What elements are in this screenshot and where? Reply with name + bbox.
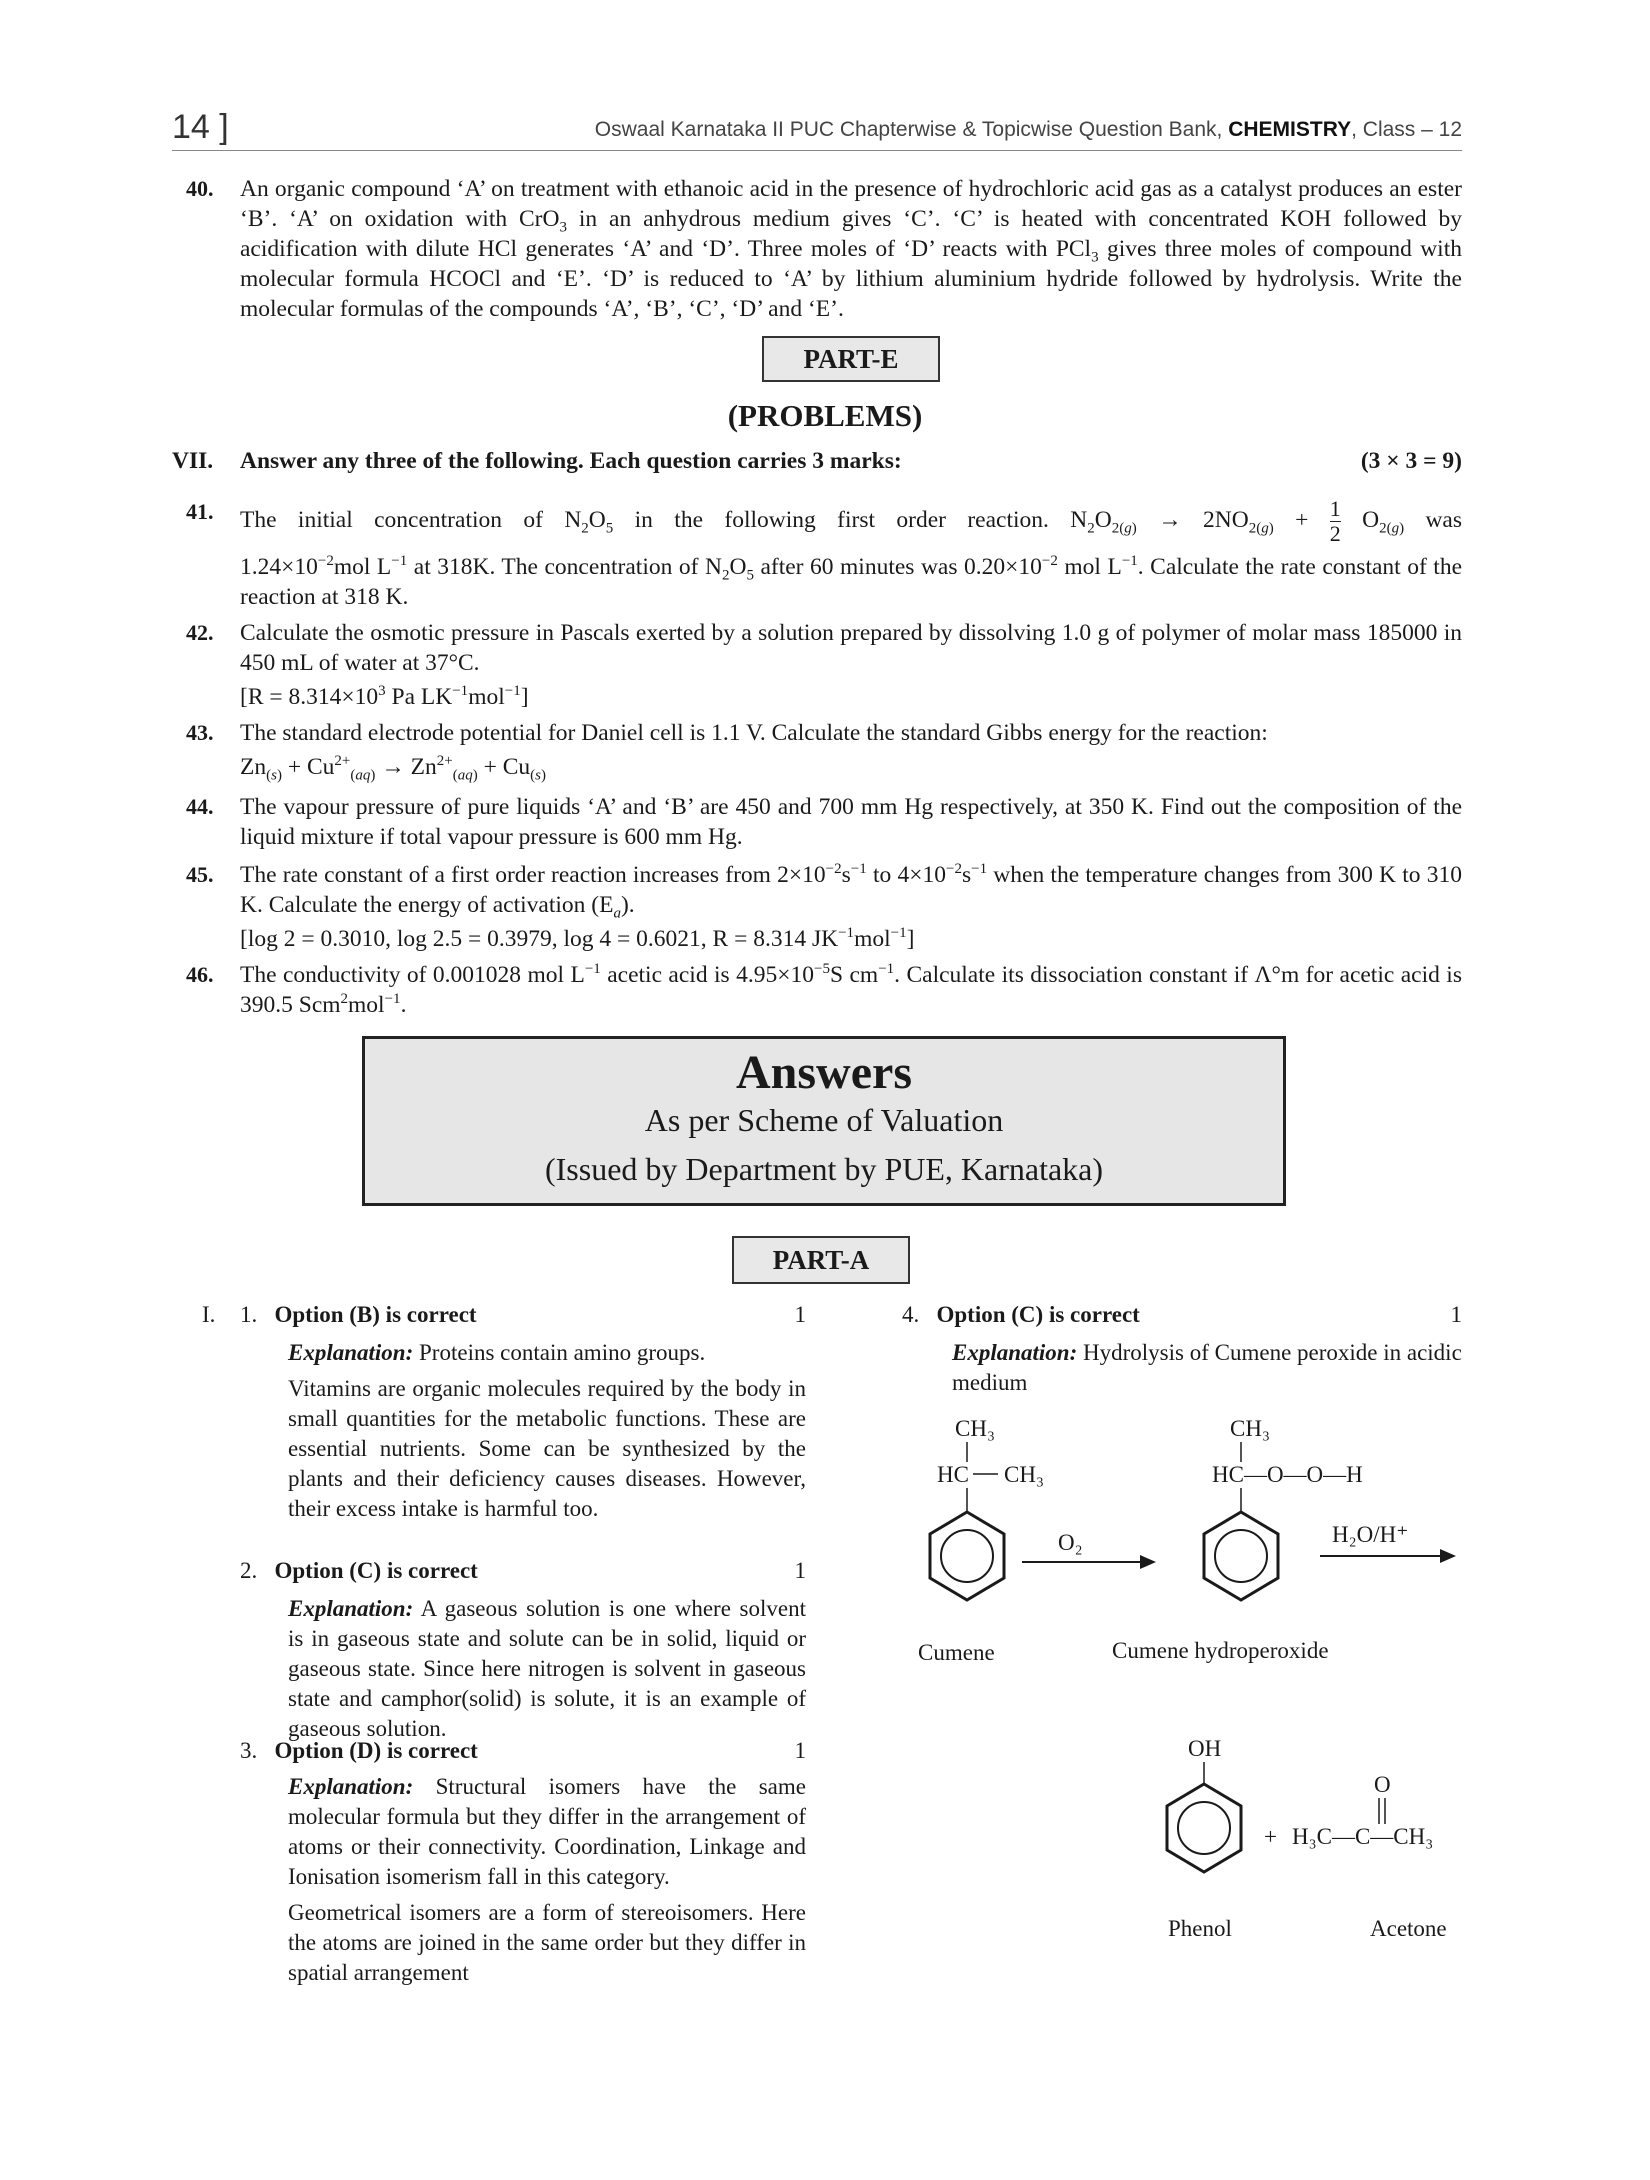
answers-issued: (Issued by Department by PUE, Karnataka) — [544, 1151, 1104, 1187]
answer-mark: 1 — [794, 1738, 806, 1763]
answer-mark: 1 — [794, 1302, 806, 1327]
question-41-line2: $1.24\times 10^{-2}mol$ $L^{-1}$ at 318K. The concentration of $N_2O_5$ after 60 minutes was $0.20\times 10^{-2}$ mol $L^{-1}$. Calculate the rate constant of the reaction at 318 K. — [240, 553, 1462, 610]
reagent-o2: O₂ — [1058, 1530, 1083, 1555]
header-subject: CHEMISTRY — [1228, 118, 1352, 141]
cumene-benzene-ring — [930, 1512, 1004, 1600]
answer-number: 3. — [240, 1738, 258, 1763]
question-43-text: The standard electrode potential for Daniel cell is 1.1 V. Calculate the standard Gibbs energy for the reaction: — [240, 720, 1268, 746]
answer-option: Option (C) is correct — [274, 1558, 478, 1583]
question-number: 41. — [186, 499, 214, 524]
answer-2 — [240, 1556, 806, 1744]
explanation-label: Explanation: — [288, 1340, 414, 1365]
answer-number: 2. — [240, 1558, 258, 1583]
arrow-head — [1440, 1549, 1456, 1563]
running-header — [595, 118, 1462, 142]
answers-title: Answers — [736, 1046, 912, 1099]
explanation-text: Proteins contain amino groups. — [413, 1340, 706, 1365]
reagent-h2o-h: H₂O/H⁺ — [1332, 1522, 1409, 1547]
question-number: 43. — [186, 720, 214, 745]
question-number: 44. — [186, 794, 214, 819]
question-46-text: The conductivity of 0.001028 mol $L^{-1}$ acetic acid is $4.95\times 10^{-5}S$ $cm^{-1}$. Calculate its dissociation constant if Λ°m for acetic acid is 390.5 Scm$^2$mol$^{-1}$. — [240, 961, 1462, 1018]
question-42-text: Calculate the osmotic pressure in Pascals exerted by a solution prepared by dissolving 1.0 g of polymer of molar mass 185000 in 450 mL of water at 37°C. — [240, 620, 1462, 676]
cumene-reaction-diagram — [900, 1400, 1460, 2000]
answer-4 — [902, 1300, 1462, 1398]
explanation-label: Explanation: — [288, 1774, 414, 1799]
question-number: 46. — [186, 962, 214, 987]
part-a-heading: PART-A — [732, 1236, 910, 1284]
explanation-text: Hydrolysis of Cumene peroxide in acidic medium — [952, 1340, 1462, 1395]
plus-sign: + — [1264, 1824, 1277, 1849]
hp-ch3-top: CH₃ — [1230, 1416, 1270, 1441]
answer-option: Option (B) is correct — [274, 1302, 477, 1327]
page-number: 14 ] — [172, 108, 229, 146]
answer-3 — [240, 1736, 806, 1988]
label-acetone: Acetone — [1370, 1916, 1447, 1941]
question-45-data: [log 2 = 0.3010, log 2.5 = 0.3979, log 4 = 0.6021, R = 8.314 $JK^{-1}mol^{-1}$] — [240, 925, 915, 952]
section-instruction: Answer any three of the following. Each question carries 3 marks: — [240, 448, 902, 474]
question-number: 42. — [186, 620, 214, 645]
question-45-text: The rate constant of a first order reaction increases from $2\times 10^{-2}s^{-1}$ to $4\times 10^{-2}s^{-1}$ when the temperature changes from 300 K to 310 K. Calculate the energy of activation $(E_a)$. — [240, 861, 1462, 922]
section-number: I. — [202, 1302, 216, 1327]
label-cumene-hydroperoxide: Cumene hydroperoxide — [1112, 1638, 1329, 1663]
explanation-text: A gaseous solution is one where solvent is in gaseous state and solute can be in solid, liquid or gaseous state. Since here nitrogen is solvent in gaseous state and camphor(solid) is solute, it is an example of gaseous solution. — [288, 1596, 806, 1741]
question-44-text: The vapour pressure of pure liquids ‘A’ and ‘B’ are 450 and 700 mm Hg respectively, at 350 K. Find out the composition of the liquid mixture if total vapour pressure is 600 mm Hg. — [240, 794, 1462, 850]
acetone-oxygen: O — [1374, 1772, 1391, 1797]
answers-box — [362, 1036, 1286, 1206]
answer-1 — [240, 1300, 806, 1524]
header-title-prefix: Oswaal Karnataka II PUC Chapterwise & Topicwise Question Bank, — [594, 118, 1229, 141]
phenol-benzene-ring — [1167, 1784, 1241, 1872]
question-number: 45. — [186, 862, 214, 887]
section-number: VII. — [172, 448, 214, 474]
answer-option: Option (C) is correct — [936, 1302, 1140, 1327]
phenol-oh: OH — [1188, 1736, 1222, 1761]
explanation-label: Explanation: — [288, 1596, 414, 1621]
arrow-head — [1140, 1555, 1156, 1569]
answer-number: 4. — [902, 1302, 920, 1327]
question-42-constant: [$R = 8.314\times 10^3$ Pa $LK^{-1}mol^{-1}$] — [240, 683, 529, 710]
answers-subtitle: As per Scheme of Valuation — [644, 1102, 1004, 1138]
acetone-formula: H₃C—C—CH₃ — [1292, 1824, 1434, 1849]
label-cumene: Cumene — [918, 1640, 995, 1665]
question-41-line1: The initial concentration of $N_2O_5$ in the following first order reaction. $N_2O_{2(g)} \to 2NO_{2(g)}$ + $\frac{1}{2}$ $O_{2(g)}$ was — [240, 496, 1462, 546]
header-rule — [172, 150, 1462, 151]
problems-subtitle: (PROBLEMS) — [727, 398, 923, 433]
answer-mark: 1 — [1450, 1302, 1462, 1327]
part-e-heading: PART-E — [762, 336, 940, 382]
explanation-extra: Geometrical isomers are a form of stereoisomers. Here the atoms are joined in the same order but they differ in spatial arrangement — [288, 1900, 806, 1985]
answer-option: Option (D) is correct — [274, 1738, 478, 1763]
answer-number: 1. — [240, 1302, 258, 1327]
hp-chain: HC—O—O—H — [1212, 1462, 1363, 1487]
question-43-reaction: $Zn_{(s)} + Cu^{2+}_{(aq)} \to Zn^{2+}_{(aq)} + Cu_{(s)}$ — [240, 753, 546, 784]
explanation-label: Explanation: — [952, 1340, 1078, 1365]
answer-mark: 1 — [794, 1558, 806, 1583]
question-number: 40. — [186, 176, 214, 201]
cumene-ch3-top: CH₃ — [955, 1416, 995, 1441]
label-phenol: Phenol — [1168, 1916, 1232, 1941]
explanation-text: Structural isomers have the same molecular formula but they differ in the arrangement of atoms or their connectivity. Coordination, Linkage and Ionisation isomerism fall in this category. — [288, 1774, 806, 1889]
hp-benzene-ring — [1204, 1512, 1278, 1600]
cumene-ch3-right: CH₃ — [1004, 1462, 1044, 1487]
header-title-suffix: , Class – 12 — [1351, 118, 1462, 141]
cumene-hc: HC — [937, 1462, 969, 1487]
question-40-text: An organic compound ‘A’ on treatment with ethanoic acid in the presence of hydrochloric acid gas as a catalyst produces an ester ‘B’. ‘A’ on oxidation with CrO$_3$ in an anhydrous medium gives ‘C’. ‘C’ is heated with concentrated KOH followed by acidification with dilute HCl generates ‘A’ and ‘D’. Three moles of ‘D’ reacts with PCl$_3$ gives three moles of compound with molecular formula HCOCl and ‘E’. ‘D’ is reduced to ‘A’ by lithium aluminium hydride followed by hydrolysis. Write the molecular formulas of the compounds ‘A’, ‘B’, ‘C’, ‘D’ and ‘E’. — [240, 176, 1462, 322]
explanation-extra: Vitamins are organic molecules required by the body in small quantities for the metabolic functions. These are essential nutrients. Some can be synthesized by the plants and their deficiency causes diseases. However, their excess intake is harmful too. — [288, 1376, 806, 1521]
section-marks: (3 × 3 = 9) — [1360, 448, 1462, 474]
